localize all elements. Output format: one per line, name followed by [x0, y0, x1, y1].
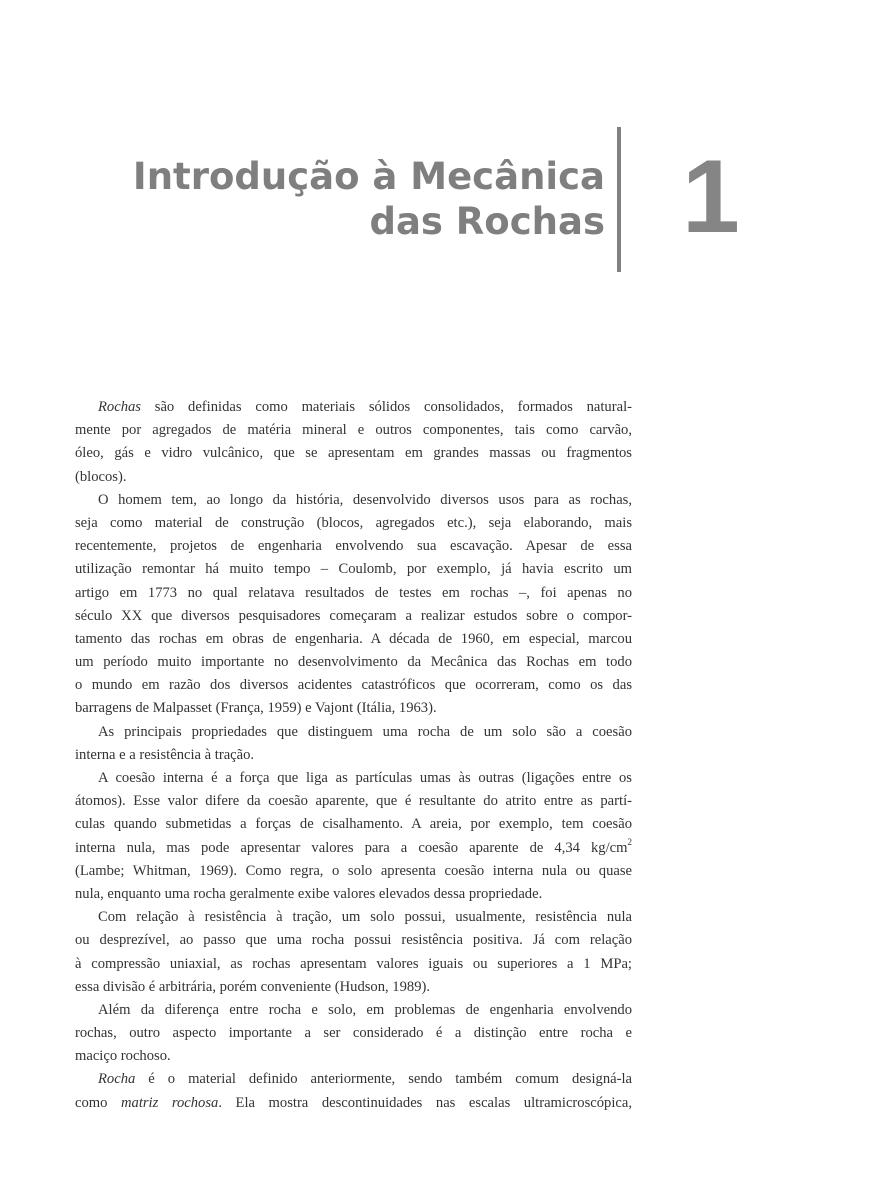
paragraph — [75, 396, 632, 489]
text-run: utilização remontar há muito tempo – Coulomb, por exemplo, já havia escrito um — [75, 561, 632, 578]
text-run: tamento das rochas em obras de engenharia. A década de 1960, em especial, marcou — [75, 630, 632, 647]
text-run: barragens de Malpasset (França, 1959) e Vajont (Itália, 1963). — [75, 700, 437, 717]
text-run: óleo, gás e vidro vulcânico, que se apresentam em grandes massas ou fragmentos — [75, 445, 632, 462]
text-line — [75, 929, 632, 952]
text-run: átomos). Esse valor difere da coesão aparente, que é resultante do atrito entre as partí- — [75, 793, 632, 810]
text-line — [75, 953, 632, 976]
text-run: seja como material de construção (blocos, agregados etc.), seja elaborando, mais — [75, 514, 632, 531]
text-run: um período muito importante no desenvolvimento da Mecânica das Rochas em todo — [75, 654, 632, 671]
body-text — [75, 396, 632, 1115]
text-line — [75, 1068, 632, 1091]
chapter-title — [133, 154, 605, 244]
text-line — [75, 558, 632, 581]
paragraph — [75, 721, 632, 767]
text-run: O homem tem, ao longo da história, desenvolvido diversos usos para as rochas, — [98, 491, 632, 508]
superscript: 2 — [627, 836, 632, 847]
text-line — [75, 651, 632, 674]
italic-term: Rochas — [98, 399, 141, 415]
text-run: interna nula, mas pode apresentar valores para a coesão aparente de 4,34 kg/cm — [75, 839, 628, 856]
text-run: recentemente, projetos de engenharia envolvendo sua escavação. Apesar de essa — [75, 538, 632, 555]
paragraph — [75, 906, 632, 999]
text-line — [75, 883, 632, 906]
text-run: essa divisão é arbitrária, porém conveniente (Hudson, 1989). — [75, 978, 431, 995]
text-run: nula, enquanto uma rocha geralmente exibe valores elevados dessa propriedade. — [75, 885, 543, 902]
chapter-title-line-2: das Rochas — [369, 200, 605, 243]
text-line — [75, 999, 632, 1022]
text-run: maciço rochoso. — [75, 1048, 171, 1065]
italic-term: Rocha — [98, 1071, 136, 1088]
text-line — [75, 813, 632, 836]
text-line — [75, 535, 632, 558]
text-run: é o material definido anteriormente, sendo também comum designá-la — [135, 1071, 632, 1088]
italic-term: matriz rochosa — [120, 1094, 219, 1111]
text-run: são definidas como materiais sólidos consolidados, formados natural- — [140, 399, 632, 415]
paragraph — [75, 767, 632, 906]
text-run: como — [75, 1094, 121, 1111]
text-line — [75, 860, 632, 883]
text-run: culas quando submetidas a forças de cisalhamento. A areia, por exemplo, tem coesão — [75, 816, 632, 833]
text-run: século XX que diversos pesquisadores começaram a realizar estudos sobre o compor- — [75, 607, 632, 624]
text-line — [75, 744, 632, 767]
text-run: interna e a resistência à tração. — [75, 746, 255, 763]
text-run: A coesão interna é a força que liga as partículas umas às outras (ligações entre os — [98, 770, 632, 786]
text-line — [75, 605, 632, 628]
text-line — [75, 837, 632, 860]
text-run: rochas, outro aspecto importante a ser considerado é a distinção entre rocha e — [75, 1025, 632, 1042]
title-divider — [617, 127, 621, 272]
text-line — [75, 512, 632, 535]
text-run: Além da diferença entre rocha e solo, em problemas de engenharia envolvendo — [98, 1001, 632, 1018]
text-line — [75, 790, 632, 813]
text-line — [75, 906, 632, 929]
text-line — [75, 489, 632, 512]
text-line — [75, 674, 632, 697]
text-run: (Lambe; Whitman, 1969). Como regra, o solo apresenta coesão interna nula ou quase — [75, 862, 632, 879]
text-run: . Ela mostra descontinuidades nas escalas ultramicroscópica, — [218, 1094, 632, 1111]
text-line — [75, 442, 632, 465]
text-run: As principais propriedades que distinguem uma rocha de um solo são a coesão — [98, 723, 632, 740]
text-line — [75, 396, 632, 419]
text-line — [75, 767, 632, 790]
text-line — [75, 628, 632, 651]
paragraph — [75, 999, 632, 1069]
text-run: mente por agregados de matéria mineral e outros componentes, tais como carvão, — [75, 422, 632, 439]
text-line — [75, 1045, 632, 1068]
text-run: à compressão uniaxial, as rochas apresentam valores iguais ou superiores a 1 MPa; — [75, 955, 632, 972]
text-line — [75, 697, 632, 720]
text-run: (blocos). — [75, 468, 127, 485]
text-line — [75, 466, 632, 489]
text-line — [75, 976, 632, 999]
text-run: artigo em 1773 no qual relatava resultados de testes em rochas –, foi apenas no — [75, 584, 632, 601]
chapter-title-line-1: Introdução à Mecânica — [132, 155, 605, 198]
paragraph — [75, 1068, 632, 1114]
text-run: ou desprezível, ao passo que uma rocha possui resistência positiva. Já com relação — [75, 932, 632, 949]
paragraph — [75, 489, 632, 721]
text-run: Com relação à resistência à tração, um solo possui, usualmente, resistência nula — [98, 909, 632, 926]
text-line — [75, 721, 632, 744]
text-line — [75, 419, 632, 442]
text-line — [75, 1092, 632, 1115]
text-run: o mundo em razão dos diversos acidentes catastróficos que ocorreram, como os das — [75, 677, 632, 694]
text-line — [75, 582, 632, 605]
chapter-number: 1 — [682, 139, 740, 255]
text-line — [75, 1022, 632, 1045]
